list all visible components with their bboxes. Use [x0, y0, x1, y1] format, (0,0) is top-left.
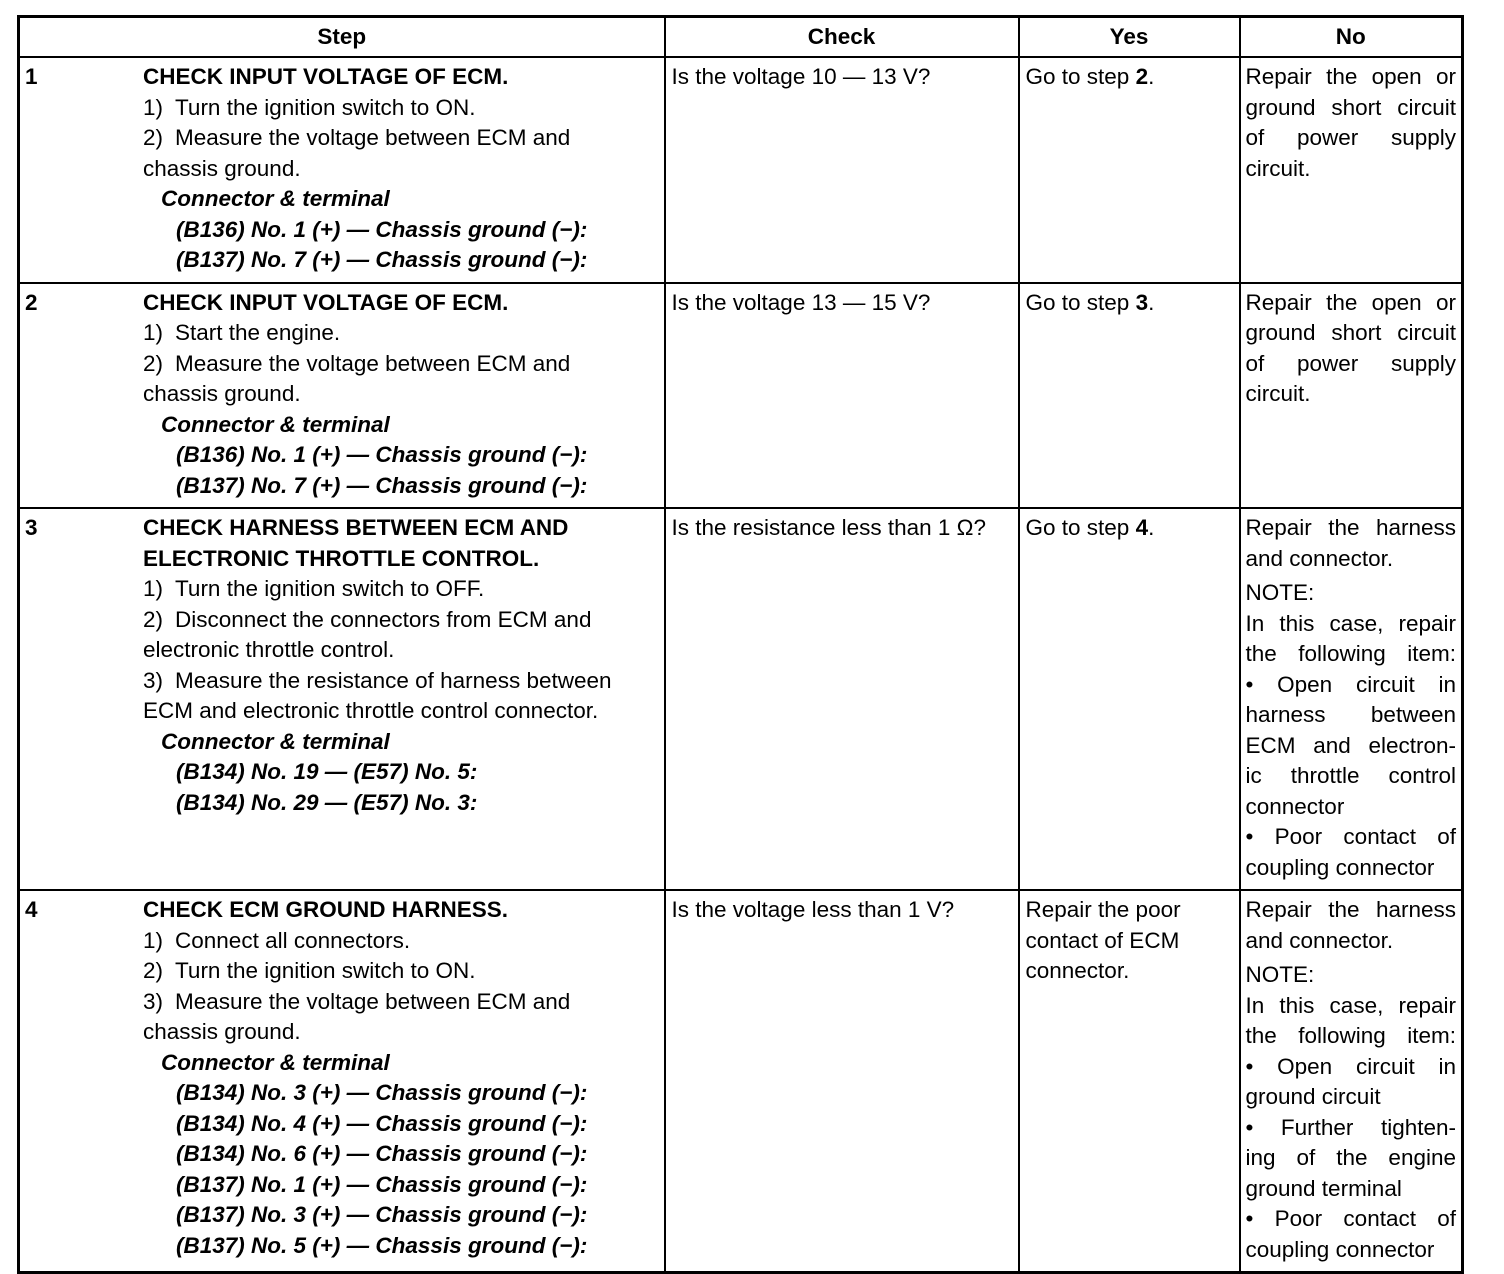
no-action-line: Repair the open or	[1245, 289, 1456, 315]
note-label: NOTE:	[1245, 962, 1315, 987]
instruction-number: 1)	[143, 320, 164, 345]
connector-terminal-spec: (B134) No. 4 (+) — Chassis ground (−):	[176, 1110, 588, 1136]
note-text: the following item:	[1245, 1023, 1456, 1048]
yes-suffix: .	[1148, 64, 1155, 89]
instruction-text: Turn the ignition switch to ON.	[175, 958, 476, 983]
step-row-3	[19, 508, 1463, 890]
note-bullet-line: coupling connector	[1245, 854, 1435, 880]
instruction-line	[143, 635, 656, 666]
yes-action-line: contact of ECM	[1025, 927, 1180, 953]
connector-terminal-spec: (B136) No. 1 (+) — Chassis ground (−):	[176, 216, 588, 242]
no-action-line: circuit.	[1245, 155, 1311, 181]
note-bullet-line: harness between	[1245, 702, 1456, 727]
step-title: CHECK ECM GROUND HARNESS.	[143, 897, 509, 922]
note-bullet-line: • Poor contact of	[1245, 1206, 1456, 1231]
diagnostic-page	[17, 15, 1461, 1274]
no-cell	[1240, 508, 1463, 890]
yes-action-line: Repair the poor	[1025, 897, 1181, 922]
instruction-number: 1)	[143, 927, 164, 953]
step-body	[143, 513, 656, 818]
instruction-number: 2)	[143, 958, 164, 983]
instruction-number: 2)	[143, 606, 164, 632]
step-number: 2	[25, 289, 38, 315]
check-question: Is the voltage 13 — 15 V?	[671, 289, 931, 315]
instruction-text: Start the engine.	[175, 320, 341, 345]
instruction-text: Turn the ignition switch to OFF.	[175, 576, 485, 601]
instruction-text: Disconnect the connectors from ECM and	[175, 606, 592, 632]
step-number: 4	[25, 897, 38, 922]
no-action-line: of power supply	[1245, 125, 1456, 150]
yes-cell	[1019, 283, 1240, 509]
yes-action-line: connector.	[1025, 958, 1130, 983]
instruction-line	[143, 987, 656, 1018]
instruction-number: 3)	[143, 988, 164, 1014]
instruction-number: 1)	[143, 576, 164, 601]
yes-action	[1026, 513, 1234, 544]
step-number: 1	[25, 64, 38, 89]
instruction-text: Measure the voltage between ECM and	[175, 125, 571, 150]
yes-cell	[1019, 57, 1240, 283]
connector-terminal-label: Connector & terminal	[161, 411, 390, 437]
header-no: No	[1240, 17, 1463, 58]
no-action-line: and connector.	[1245, 545, 1394, 571]
check-question: Is the voltage less than 1 V?	[671, 897, 955, 922]
step-body	[143, 895, 656, 1261]
instruction-text: Measure the voltage between ECM and	[175, 988, 571, 1014]
instruction-line	[143, 154, 656, 185]
step-body	[143, 288, 656, 502]
connector-terminal-label: Connector & terminal	[161, 728, 390, 754]
step-cell	[19, 283, 665, 509]
instruction-text: chassis ground.	[143, 155, 301, 181]
no-action-line: Repair the harness	[1245, 515, 1456, 540]
instruction-number: 3)	[143, 667, 164, 693]
no-cell	[1240, 890, 1463, 1273]
check-cell	[665, 283, 1019, 509]
yes-suffix: .	[1148, 289, 1155, 315]
table-header-row	[19, 17, 1463, 58]
note-bullet-line: ground circuit	[1245, 1084, 1381, 1109]
step-title: CHECK INPUT VOLTAGE OF ECM.	[143, 289, 509, 315]
note-text: In this case, repair	[1245, 610, 1456, 636]
instruction-line	[143, 93, 656, 124]
check-question: Is the resistance less than 1 Ω?	[671, 515, 986, 540]
yes-suffix: .	[1148, 515, 1155, 540]
step-cell	[19, 57, 665, 283]
connector-terminal-label: Connector & terminal	[161, 1049, 390, 1075]
note-label: NOTE:	[1245, 580, 1315, 605]
note-text: In this case, repair	[1245, 992, 1456, 1018]
instruction-text: electronic throttle control.	[143, 637, 395, 662]
check-question: Is the voltage 10 — 13 V?	[671, 64, 931, 89]
instruction-text: Turn the ignition switch to ON.	[175, 94, 476, 120]
yes-action	[1026, 62, 1234, 93]
connector-terminal-spec: (B134) No. 29 — (E57) No. 3:	[176, 789, 478, 815]
check-cell	[665, 508, 1019, 890]
step-body	[143, 62, 656, 276]
note-bullet-line: • Open circuit in	[1245, 1053, 1456, 1079]
yes-prefix: Go to step	[1025, 64, 1136, 89]
note-bullet-line: • Open circuit in	[1245, 671, 1456, 697]
diagnostic-table	[17, 15, 1464, 1274]
instruction-text: chassis ground.	[143, 381, 301, 406]
no-action-line: circuit.	[1245, 381, 1311, 406]
note-bullet-line: ECM and electron-	[1245, 732, 1456, 758]
instruction-line	[143, 574, 656, 605]
instruction-text: Measure the voltage between ECM and	[175, 350, 571, 376]
step-title: CHECK INPUT VOLTAGE OF ECM.	[143, 64, 509, 89]
header-check: Check	[665, 17, 1019, 58]
note-bullet-line: coupling connector	[1245, 1236, 1435, 1262]
connector-terminal-spec: (B136) No. 1 (+) — Chassis ground (−):	[176, 442, 588, 467]
instruction-line	[143, 379, 656, 410]
instruction-number: 1)	[143, 94, 164, 120]
no-action-line: ground short circuit	[1245, 94, 1456, 120]
no-cell	[1240, 283, 1463, 509]
note-bullet-line: ground terminal	[1245, 1175, 1402, 1201]
table-body	[19, 57, 1463, 1273]
instruction-line	[143, 605, 656, 636]
no-action-line: ground short circuit	[1245, 320, 1456, 345]
note-bullet-line: connector	[1245, 793, 1345, 819]
yes-cell	[1019, 508, 1240, 890]
no-action-line: Repair the open or	[1245, 64, 1456, 89]
yes-cell	[1019, 890, 1240, 1273]
header-yes: Yes	[1019, 17, 1240, 58]
no-action-line: of power supply	[1245, 350, 1456, 376]
note-bullet-line: ic throttle control	[1245, 763, 1456, 788]
connector-terminal-spec: (B137) No. 7 (+) — Chassis ground (−):	[176, 472, 588, 498]
instruction-line	[143, 696, 656, 727]
step-cell	[19, 890, 665, 1273]
instruction-text: chassis ground.	[143, 1019, 301, 1044]
instruction-line	[143, 1017, 656, 1048]
no-cell	[1240, 57, 1463, 283]
connector-terminal-spec: (B137) No. 5 (+) — Chassis ground (−):	[176, 1232, 588, 1258]
note-bullet-line: • Further tighten-	[1245, 1114, 1456, 1140]
check-cell	[665, 57, 1019, 283]
step-row-2	[19, 283, 1463, 509]
yes-step-number: 3	[1135, 289, 1149, 315]
note-text: the following item:	[1245, 641, 1456, 666]
yes-action	[1026, 288, 1234, 319]
connector-terminal-spec: (B134) No. 19 — (E57) No. 5:	[176, 759, 478, 784]
step-row-1	[19, 57, 1463, 283]
instruction-line	[143, 666, 656, 697]
yes-prefix: Go to step	[1025, 515, 1136, 540]
connector-terminal-spec: (B134) No. 3 (+) — Chassis ground (−):	[176, 1080, 588, 1105]
instruction-number: 2)	[143, 350, 164, 376]
instruction-line	[143, 349, 656, 380]
step-row-4	[19, 890, 1463, 1273]
instruction-number: 2)	[143, 125, 164, 150]
no-action-line: Repair the harness	[1245, 897, 1456, 922]
instruction-text: Connect all connectors.	[175, 927, 411, 953]
step-cell	[19, 508, 665, 890]
step-number: 3	[25, 515, 38, 540]
instruction-line	[143, 956, 656, 987]
yes-step-number: 2	[1135, 64, 1149, 89]
step-title: ELECTRONIC THROTTLE CONTROL.	[143, 545, 540, 571]
header-step: Step	[19, 17, 665, 58]
yes-prefix: Go to step	[1025, 289, 1136, 315]
instruction-line	[143, 318, 656, 349]
connector-terminal-spec: (B137) No. 3 (+) — Chassis ground (−):	[176, 1202, 588, 1227]
connector-terminal-spec: (B137) No. 7 (+) — Chassis ground (−):	[176, 247, 588, 272]
step-title: CHECK HARNESS BETWEEN ECM AND	[143, 515, 569, 540]
instruction-line	[143, 926, 656, 957]
connector-terminal-spec: (B134) No. 6 (+) — Chassis ground (−):	[176, 1141, 588, 1166]
instruction-text: Measure the resistance of harness between	[175, 667, 612, 693]
check-cell	[665, 890, 1019, 1273]
note-bullet-line: • Poor contact of	[1245, 824, 1456, 849]
instruction-line	[143, 123, 656, 154]
note-bullet-line: ing of the engine	[1245, 1145, 1456, 1170]
no-action-line: and connector.	[1245, 927, 1394, 953]
instruction-text: ECM and electronic throttle control connector.	[143, 698, 599, 723]
connector-terminal-label: Connector & terminal	[161, 186, 390, 211]
yes-step-number: 4	[1135, 515, 1149, 540]
connector-terminal-spec: (B137) No. 1 (+) — Chassis ground (−):	[176, 1171, 588, 1197]
